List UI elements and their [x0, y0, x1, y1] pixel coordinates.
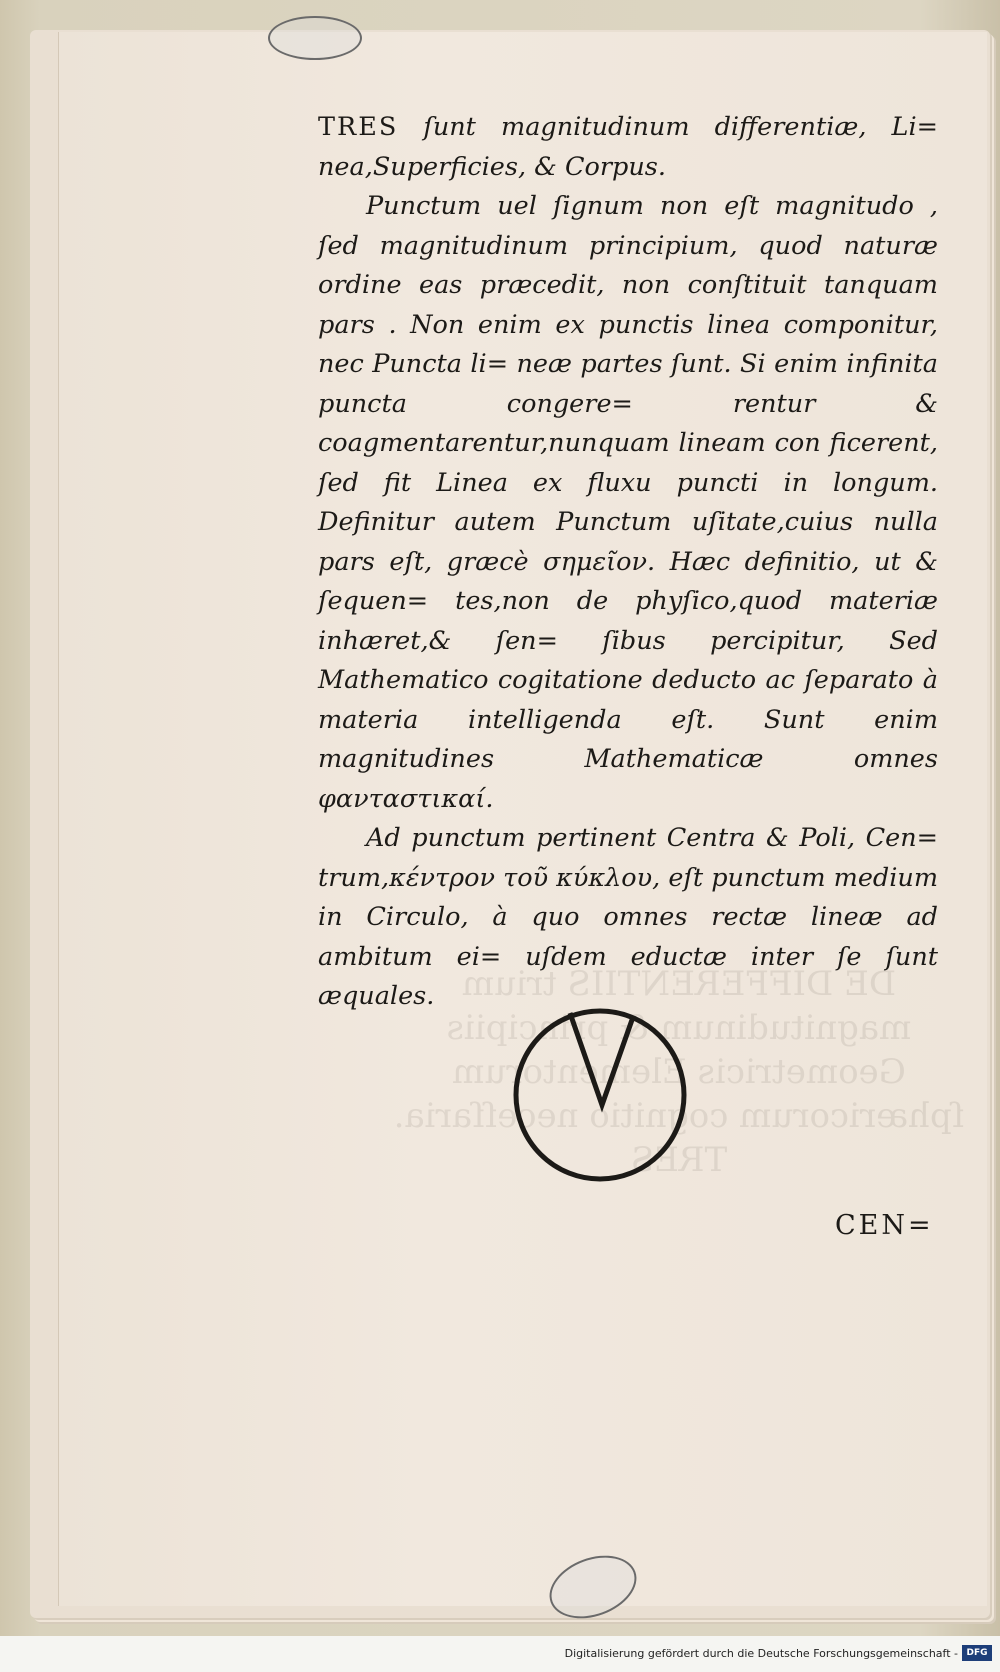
- page-clip-top: [268, 16, 362, 60]
- footer-credit: Digitalisierung gefördert durch die Deutsche Forschungsgemeinschaft -: [564, 1647, 958, 1660]
- catchword: CEN=: [835, 1210, 934, 1241]
- paragraph-1: [318, 108, 938, 187]
- dfg-logo: DFG: [962, 1645, 992, 1661]
- footer-bar: [0, 1636, 1000, 1672]
- main-text: [318, 108, 938, 1017]
- paragraph-1-body: ſunt magnitudinum differentiæ, Li= nea,Superficies, & Corpus.: [318, 112, 938, 182]
- paragraph-2: Punctum uel ſignum non eſt magnitudo , ſed magnitudinum principium, quod naturæ ordine eas præcedit, non conſtituit tanquam pars . Non enim ex punctis linea componitur, nec Puncta li= neæ partes ſunt. Si enim infinita puncta congere= rentur & coagmentarentur,nunquam lineam con ficerent, ſed fit Linea ex fluxu puncti in longum. Definitur autem Punctum uſitate,cuius nulla pars eſt, græcè σημεῖον. Hæc definitio, ut & ſequen= tes,non de phyſico,quod materiæ inhæret,& ſen= ſibus percipitur, Sed Mathematico cogitatione deducto ac ſeparato à materia intelligenda eſt. Sunt enim magnitudines Mathematicæ omnes φανταστικαί.: [318, 191, 938, 814]
- circle-diagram: [505, 1005, 705, 1185]
- bleed-through-text: DE DIFFERENTIIS trium magnitudinum & principiis Geometricis Elementorum ſphæricorum cognitio neceſſaria. TRES: [393, 964, 965, 1180]
- angle-lines: [570, 1013, 633, 1105]
- paragraph-3: Ad punctum pertinent Centra & Poli, Cen= trum,κέντρον τοῦ κύκλου, eſt punctum medium in Circulo, à quo omnes rectæ lineæ ad ambitum ei= uſdem eductæ inter ſe ſunt æquales.: [318, 823, 938, 1011]
- lead-word: TRES: [318, 112, 399, 142]
